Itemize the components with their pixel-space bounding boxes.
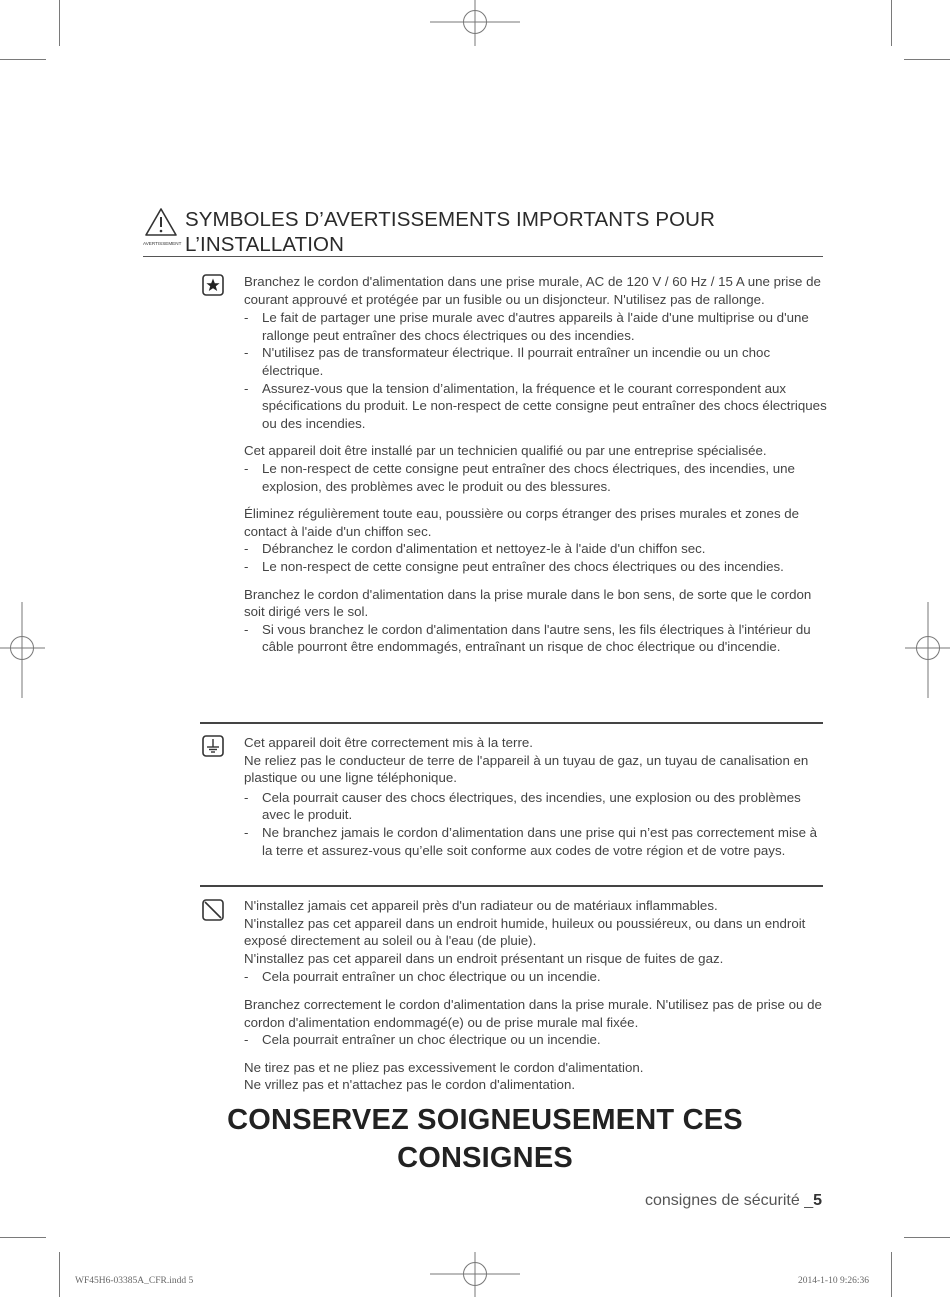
- prohibited-icon: [202, 899, 224, 921]
- warning-icon: [143, 205, 185, 251]
- page-title-line1: SYMBOLES D’AVERTISSEMENTS IMPORTANTS POUR: [185, 208, 715, 231]
- slug-timestamp: 2014-1-10 9:26:36: [798, 1276, 869, 1286]
- crop-mark: [904, 59, 950, 60]
- page-title-line2: L’INSTALLATION: [185, 233, 344, 256]
- crop-mark: [0, 59, 46, 60]
- registration-mark-top: [425, 0, 525, 48]
- paragraph: Branchez le cordon d'alimentation dans la prise murale dans le bon sens, de sorte que le cordon soit dirigé vers le sol.: [244, 586, 812, 620]
- star-icon: [202, 274, 224, 296]
- paragraph: Éliminez régulièrement toute eau, poussière ou corps étranger des prises murales et zones de contact à l'aide d'un chiffon sec.: [244, 506, 800, 539]
- bullet-item: - Le non-respect de cette consigne peut entraîner des chocs électriques, des incendies, une explosion, des problèmes avec le produit ou des blessures.: [244, 460, 829, 495]
- slug-filename: WF45H6-03385A_CFR.indd 5: [75, 1276, 194, 1286]
- crop-mark: [59, 1252, 60, 1297]
- registration-mark-left: [0, 600, 48, 700]
- bullet-item: - Cela pourrait causer des chocs électriques, des incendies, une explosion ou des problèmes avec le produit.: [244, 789, 829, 824]
- closing-line2: CONSIGNES: [397, 1142, 573, 1174]
- registration-mark-bottom: [425, 1250, 525, 1297]
- paragraph: N'installez pas cet appareil dans un endroit présentant un risque de fuites de gaz.: [244, 950, 724, 966]
- bullet-item: - Débranchez le cordon d'alimentation et nettoyez-le à l'aide d'un chiffon sec.: [244, 540, 829, 558]
- footer-section-label: consignes de sécurité _: [644, 1192, 814, 1209]
- paragraph: Branchez le cordon d'alimentation dans une prise murale, AC de 120 V / 60 Hz / 15 A une prise de courant approuvé et protégée par un fusible ou un disjoncteur. N'utilisez pas de rallonge.: [244, 274, 821, 307]
- bullet-item: - Le non-respect de cette consigne peut entraîner des chocs électriques ou des incendies.: [244, 558, 829, 576]
- paragraph: Branchez correctement le cordon d'alimentation dans la prise murale. N'utilisez pas de prise ou de cordon d'alimentation endommagé(e) ou de prise murale mal fixée.: [244, 996, 822, 1030]
- page-title: [185, 207, 715, 257]
- paragraph: Ne tirez pas et ne pliez pas excessivement le cordon d'alimentation.: [244, 1059, 644, 1075]
- bullet-item: - Ne branchez jamais le cordon d’alimentation dans une prise qui n’est pas correctement mise à la terre et assurez-vous qu’elle soit conforme aux codes de votre région et de votre pays.: [244, 824, 829, 859]
- bullet-item: - Cela pourrait entraîner un choc électrique ou un incendie.: [244, 968, 829, 986]
- ground-icon: [202, 735, 224, 757]
- crop-mark: [891, 0, 892, 46]
- section-prohibited-body: [244, 897, 829, 1094]
- section-ground-body: [244, 734, 829, 859]
- bullet-item: - Si vous branchez le cordon d'alimentation dans l'autre sens, les fils électriques à l'intérieur du câble pourront être endommagés, entraînant un risque de choc électrique ou d'incendie.: [244, 621, 829, 656]
- crop-mark: [891, 1252, 892, 1297]
- bullet-item: - Le fait de partager une prise murale avec d'autres appareils à l'aide d'une multiprise ou d'une rallonge peut entraîner des chocs électriques ou des incendies.: [244, 309, 829, 344]
- crop-mark: [59, 0, 60, 46]
- bullet-item: - N'utilisez pas de transformateur électrique. Il pourrait entraîner un incendie ou un choc électrique.: [244, 344, 829, 379]
- paragraph: N'installez jamais cet appareil près d'un radiateur ou de matériaux inflammables.: [244, 898, 718, 913]
- paragraph: N'installez pas cet appareil dans un endroit humide, huileux ou poussiéreux, ou dans un endroit exposé directement au soleil ou à l'eau (de pluie).: [244, 915, 806, 949]
- crop-mark: [0, 1237, 46, 1238]
- section-star-body: [244, 273, 829, 656]
- section-divider: [200, 885, 823, 887]
- registration-mark-right: [902, 600, 950, 700]
- crop-mark: [904, 1237, 950, 1238]
- page-number: 5: [813, 1192, 822, 1209]
- title-divider: [143, 256, 823, 257]
- paragraph: Ne reliez pas le conducteur de terre de l'appareil à un tuyau de gaz, un tuyau de canalisation en plastique ou une ligne téléphonique.: [244, 752, 809, 786]
- paragraph: Ne vrillez pas et n'attachez pas le cordon d'alimentation.: [244, 1077, 576, 1093]
- bullet-item: - Assurez-vous que la tension d’alimentation, la fréquence et le courant correspondent aux spécifications du produit. Le non-respect de cette consigne peut entraîner des chocs électriques ou des incendies.: [244, 380, 829, 433]
- paragraph: Cet appareil doit être installé par un technicien qualifié ou par une entreprise spécialisée.: [244, 443, 767, 459]
- paragraph: Cet appareil doit être correctement mis à la terre.: [244, 735, 533, 750]
- page-footer: [645, 1192, 822, 1210]
- warning-icon-label: AVERTISSEMENT: [143, 241, 182, 246]
- section-divider: [200, 722, 823, 724]
- bullet-item: - Cela pourrait entraîner un choc électrique ou un incendie.: [244, 1031, 829, 1049]
- closing-line1: CONSERVEZ SOIGNEUSEMENT CES: [227, 1104, 743, 1136]
